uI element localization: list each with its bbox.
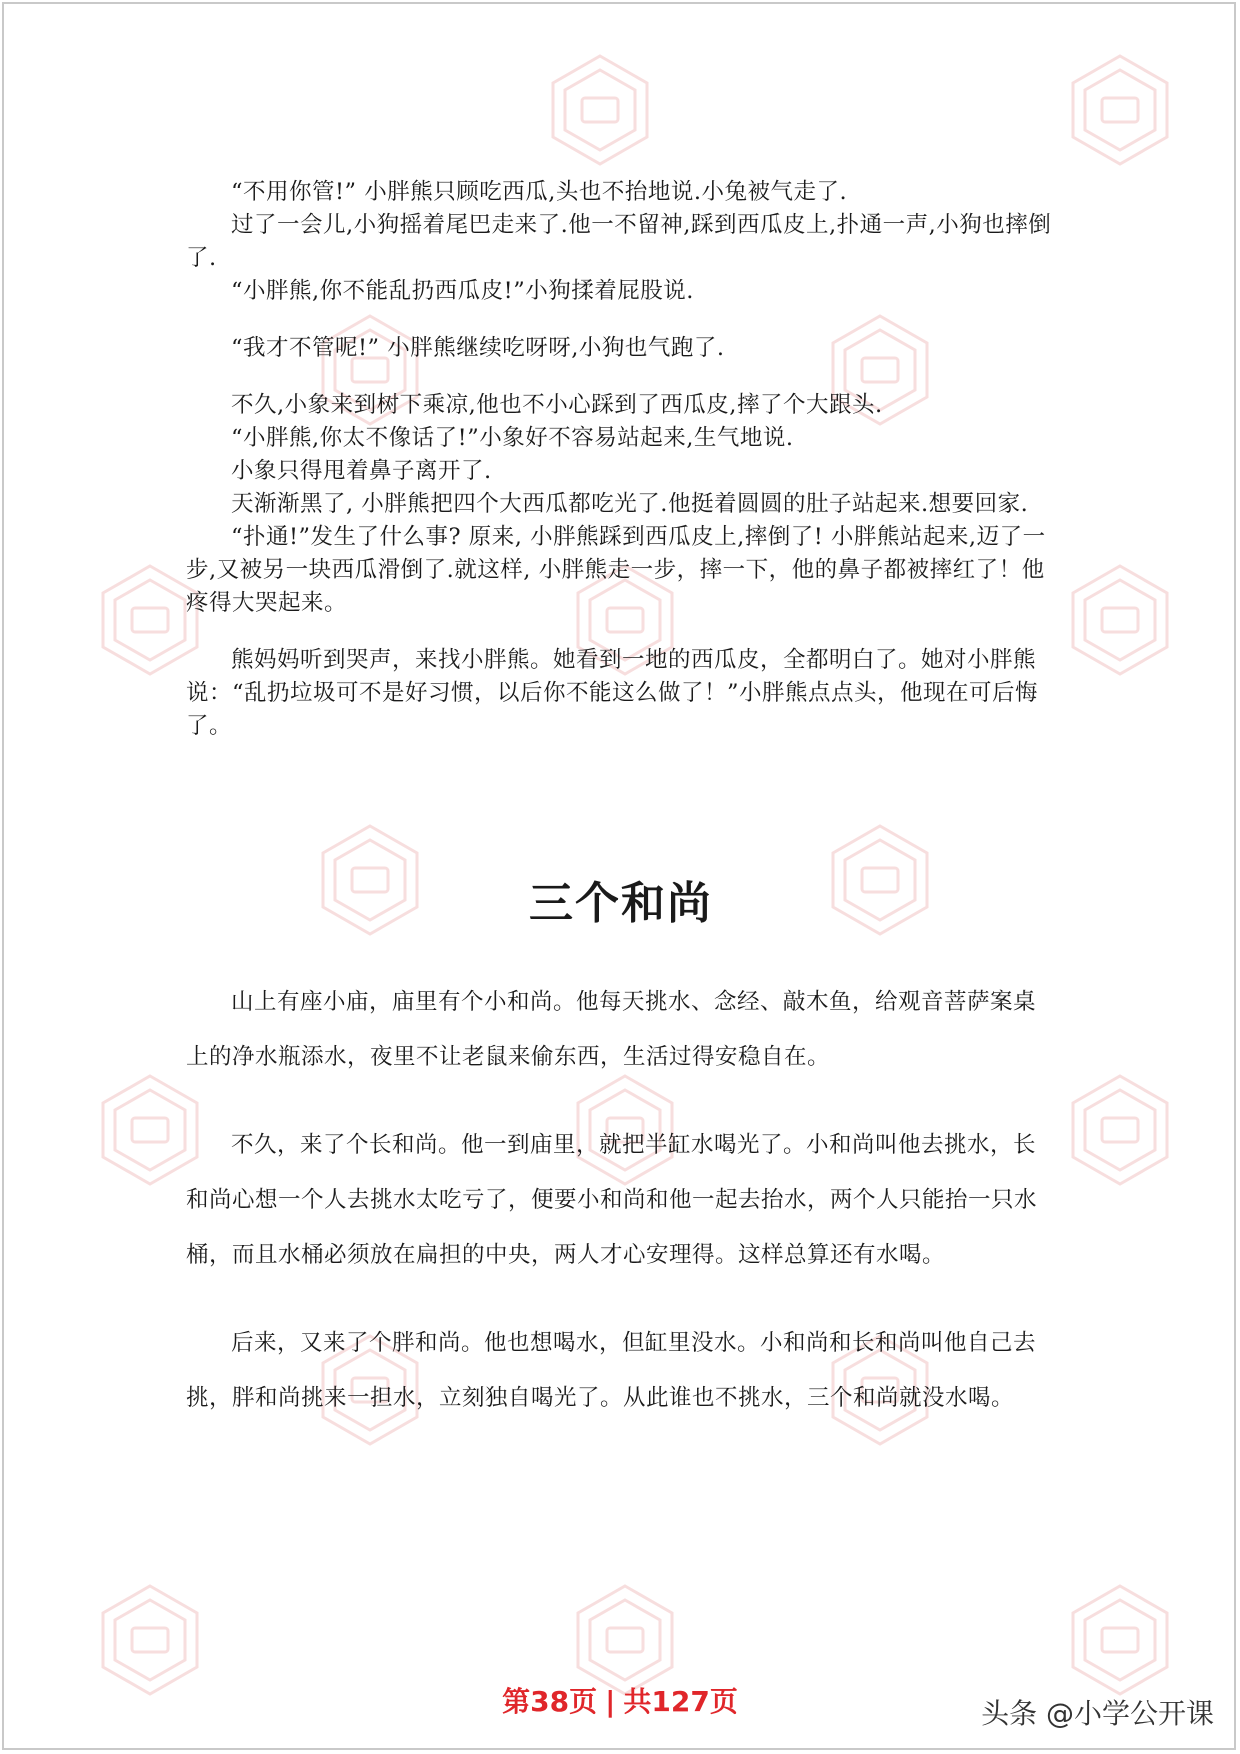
watermark-icon [1060, 50, 1180, 170]
watermark-icon [1060, 560, 1180, 680]
page-current: 第38页 [502, 1685, 598, 1718]
story1-paragraph: “不用你管!” 小胖熊只顾吃西瓜,头也不抬地说.小兔被气走了. [231, 179, 848, 205]
watermark-icon [1060, 1070, 1180, 1190]
story1-paragraph: “我才不管呢!” 小胖熊继续吃呀呀,小狗也气跑了. [231, 335, 725, 361]
story1-paragraph: 过了一会儿,小狗摇着尾巴走来了.他一不留神,踩到西瓜皮上,扑通一声,小狗也摔倒了. [186, 212, 1052, 271]
story1-paragraph: 熊妈妈听到哭声，来找小胖熊。她看到一地的西瓜皮，全都明白了。她对小胖熊说：“乱扔垃圾可不是好习惯，以后你不能这么做了！”小胖熊点点头，他现在可后悔了。 [186, 647, 1039, 739]
source-watermark-text: 头条 @小学公开课 [981, 1697, 1214, 1730]
page-separator: | [605, 1685, 616, 1718]
story2-paragraph: 不久，来了个长和尚。他一到庙里，就把半缸水喝光了。小和尚叫他去挑水，长和尚心想一个人去挑水太吃亏了，便要小和尚和他一起去抬水，两个人只能抬一只水桶，而且水桶必须放在扁担的中央，两人才心安理得。这样总算还有水喝。 [186, 1132, 1038, 1268]
watermark-icon [540, 50, 660, 170]
story-watermelon-section [186, 176, 1056, 743]
page-total: 共127页 [623, 1685, 738, 1718]
story-title: 三个和尚 [529, 878, 713, 929]
story2-paragraph: 后来，又来了个胖和尚。他也想喝水，但缸里没水。小和尚和长和尚叫他自己去挑，胖和尚挑来一担水，立刻独自喝光了。从此谁也不挑水，三个和尚就没水喝。 [186, 1330, 1037, 1411]
story1-paragraph: 不久,小象来到树下乘凉,他也不小心踩到了西瓜皮,摔了个大跟头. [231, 392, 883, 418]
story1-paragraph: 小象只得甩着鼻子离开了. [231, 458, 492, 484]
story2-paragraph: 山上有座小庙，庙里有个小和尚。他每天挑水、念经、敲木鱼，给观音菩萨案桌上的净水瓶添水，夜里不让老鼠来偷东西，生活过得安稳自在。 [186, 989, 1037, 1070]
story1-paragraph: “扑通!”发生了什么事? 原来, 小胖熊踩到西瓜皮上,摔倒了! 小胖熊站起来,迈了一步,又被另一块西瓜滑倒了.就这样, 小胖熊走一步，摔一下，他的鼻子都被摔红了！他疼得大哭起来。 [186, 524, 1046, 616]
story-three-monks-section [186, 975, 1056, 1459]
story1-paragraph: “小胖熊,你不能乱扔西瓜皮!”小狗揉着屁股说. [231, 278, 694, 304]
story1-paragraph: “小胖熊,你太不像话了!”小象好不容易站起来,生气地说. [231, 425, 794, 451]
story1-paragraph: 天渐渐黑了, 小胖熊把四个大西瓜都吃光了.他挺着圆圆的肚子站起来.想要回家. [231, 491, 1029, 517]
